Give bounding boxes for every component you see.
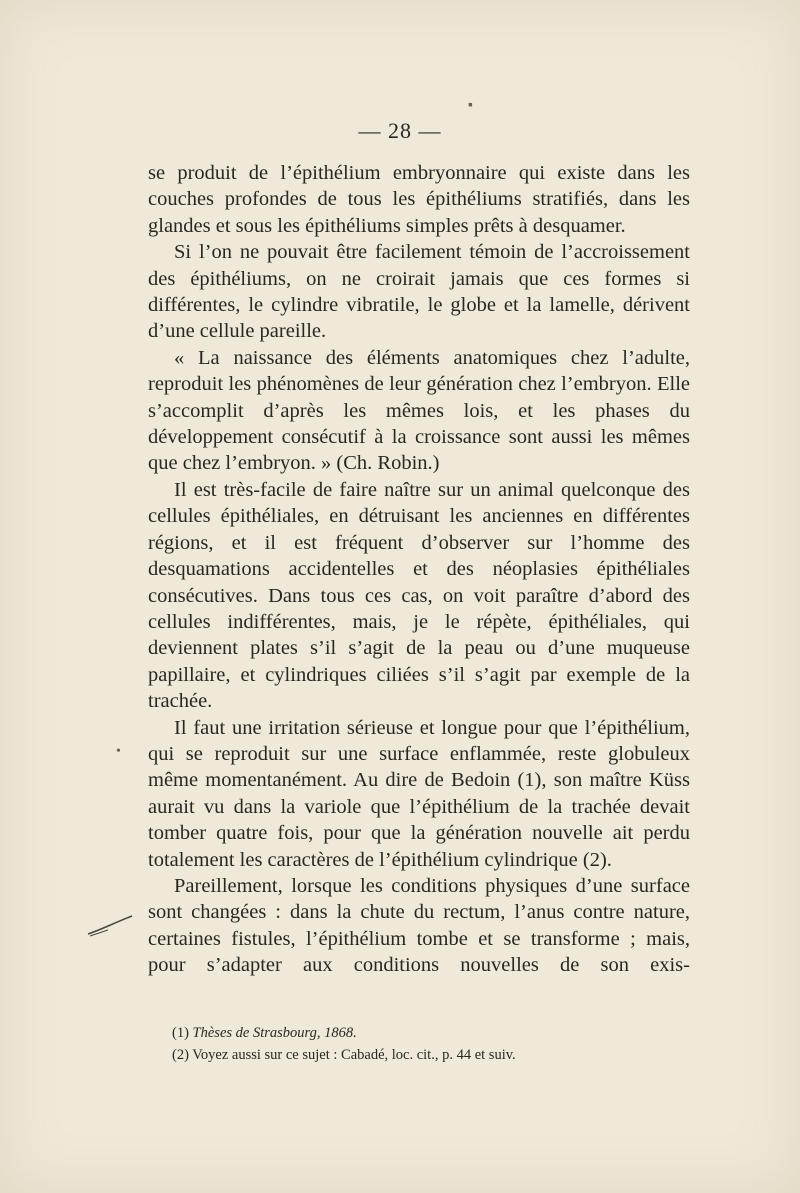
body-text [148,160,690,979]
ink-speck: • [116,744,121,759]
paragraph: Il faut une irritation sérieuse et longue pour que l’épithélium, qui se reproduit sur une surface enflammée, reste globuleux même momentanément. Au dire de Bedoin (1), son maître Küss aurait vu dans la variole que l’épithélium de la trachée devait tomber quatre fois, pour que la génération nouvelle ait perdu totalement les caractères de l’épithélium cylindrique (2). [148,716,690,871]
footnote-text: Voyez aussi sur ce sujet : Cabadé, loc. cit., p. 44 et suiv. [192,1047,516,1063]
ink-speck: ▪ [468,98,473,113]
page-number: — 28 — [358,118,442,143]
paragraph: Si l’on ne pouvait être facilement témoin de l’accroissement des épithéliums, on ne croirait jamais que ces formes si différentes, le cylindre vibratile, le globe et la lamelle, dérivent d’une cellule pareille. [148,241,690,343]
paragraph: Il est très-facile de faire naître sur un animal quelconque des cellules épithéliales, en détruisant les anciennes en différentes régions, et il est fréquent d’observer sur l’homme des desquamations accidentelles et des néoplasies épithéliales consécutives. Dans tous ces cas, on voit paraître d’abord des cellules indifférentes, mais, je le répète, épithéliales, qui deviennent plates s’il s’agit de la peau ou d’une muqueuse papillaire, et cylindriques ciliées s’il s’agit par exemple de la trachée. [148,478,690,713]
footnotes [172,1022,672,1066]
footnote-number: (2) [172,1047,189,1063]
footnote [172,1044,672,1066]
footnote-text: Thèses de Strasbourg, 1868. [192,1025,357,1041]
footnote-number: (1) [172,1025,189,1041]
pencil-mark [86,912,136,938]
paragraph: se produit de l’épithélium embryonnaire qui existe dans les couches profondes de tous les épithéliums stratifiés, dans les glandes et sous les épithéliums simples prêts à desquamer. [148,162,690,237]
footnote [172,1022,672,1044]
paragraph: Pareillement, lorsque les conditions physiques d’une surface sont changées : dans la chute du rectum, l’anus contre nature, certaines fistules, l’épithélium tombe et se transforme ; mais, pour s’adapter aux conditions nouvelles de son exis- [148,874,690,977]
paragraph: « La naissance des éléments anatomiques chez l’adulte, reproduit les phénomènes de leur génération chez l’embryon. Elle s’accomplit d’après les mêmes lois, et les phases du développement consécutif à la croissance sont aussi les mêmes que chez l’embryon. » (Ch. Robin.) [148,346,690,475]
